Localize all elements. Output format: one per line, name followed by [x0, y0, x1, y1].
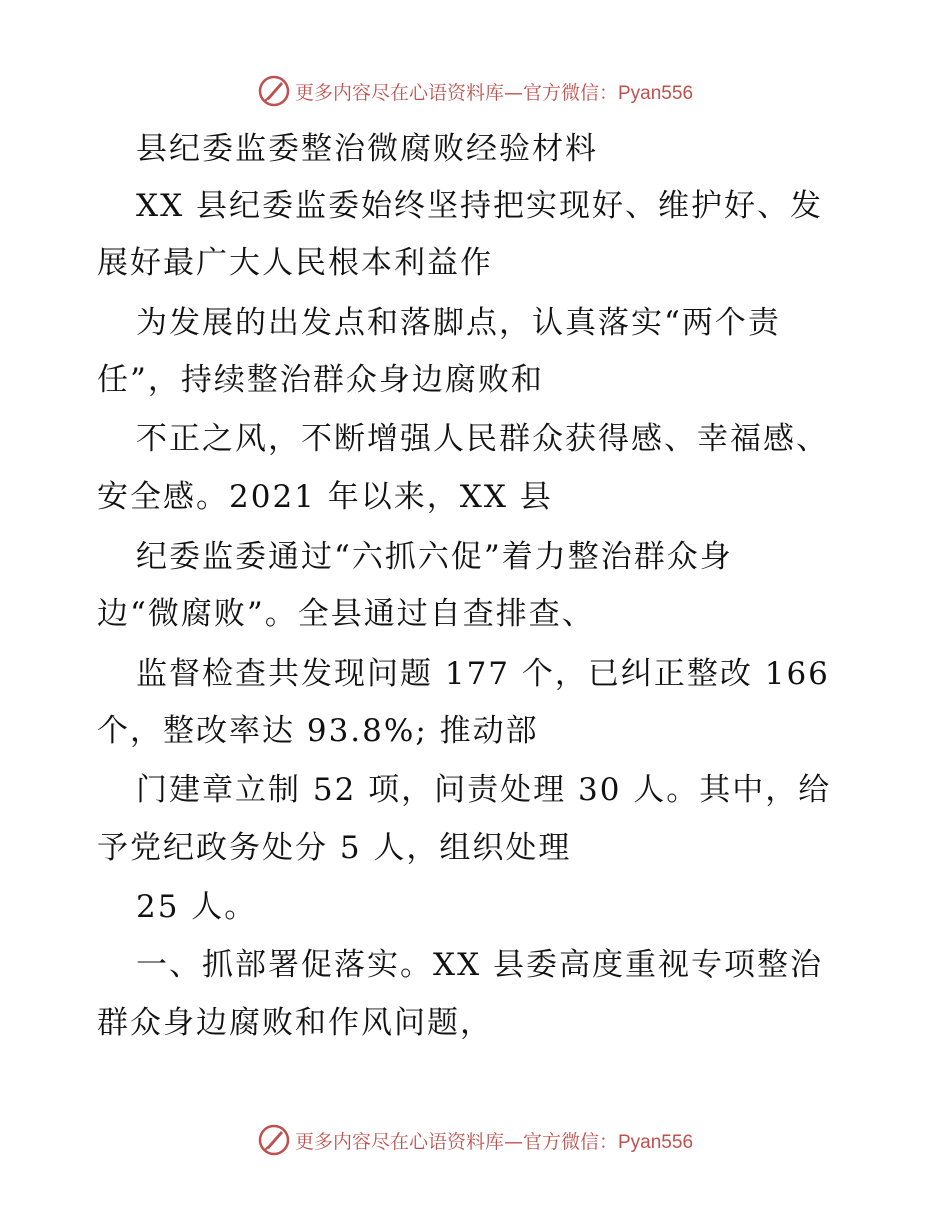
paragraph-line: 任”，持续整治群众身边腐败和: [97, 362, 544, 398]
paragraph-line: 予党纪政务处分 5 人，组织处理: [97, 830, 572, 866]
footer-watermark: [0, 1120, 950, 1160]
paragraph-line: 纪委监委通过“六抓六促”着力整治群众身: [136, 539, 733, 575]
paragraph-line: 不正之风，不断增强人民群众获得感、幸福感、: [136, 421, 829, 457]
paragraph-line: 门建章立制 52 项，问责处理 30 人。其中，给: [136, 772, 832, 808]
paragraph-line: 监督检查共发现问题 177 个，已纠正整改 166: [136, 656, 830, 692]
quill-logo-icon: [257, 1123, 291, 1157]
paragraph-line: 为发展的出发点和落脚点，认真落实“两个责: [136, 305, 781, 341]
document-title: 县纪委监委整治微腐败经验材料: [136, 131, 598, 167]
watermark-text: 更多内容尽在心语资料库—官方微信：Pyan556: [294, 1130, 694, 1153]
watermark-text: 更多内容尽在心语资料库—官方微信：Pyan556: [294, 81, 694, 104]
paragraph-line: XX 县纪委监委始终坚持把实现好、维护好、发: [136, 188, 823, 224]
paragraph-line: 群众身边腐败和作风问题，: [97, 1005, 493, 1041]
paragraph-line: 安全感。2021 年以来，XX 县: [97, 479, 553, 515]
paragraph-line: 个，整改率达 93.8%; 推动部: [97, 713, 539, 749]
section-heading-line: 一、抓部署促落实。XX 县委高度重视专项整治: [136, 947, 823, 983]
paragraph-line: 25 人。: [136, 889, 258, 925]
paragraph-line: 边“微腐败”。全县通过自查排查、: [97, 596, 595, 632]
paragraph-line: 展好最广大人民根本利益作: [97, 245, 493, 281]
